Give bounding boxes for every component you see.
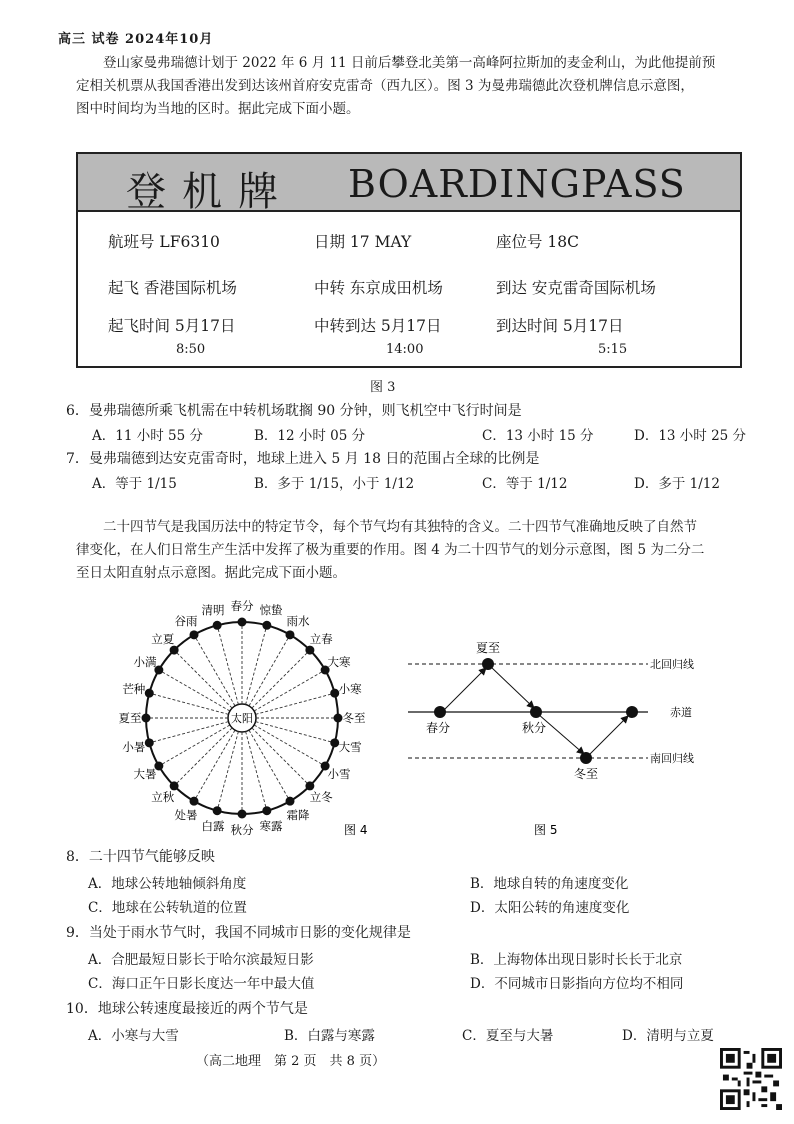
solar-term-label: 立冬	[309, 790, 333, 805]
q8-option-d: D．太阳公转的角速度变化	[470, 900, 630, 916]
label-winter-solstice: 冬至	[574, 767, 599, 781]
earth-position-dot	[190, 630, 199, 639]
departure-time-label: 起飞时间 5月17日	[108, 317, 236, 335]
boarding-pass-header	[78, 154, 740, 215]
earth-position-dot	[238, 618, 247, 627]
next-spring-equinox-point	[626, 706, 638, 718]
boarding-pass	[76, 152, 742, 368]
intro-1-line-3: 图中时间均为当地的区时。据此完成下面小题。	[76, 101, 360, 117]
seat-number: 座位号 18C	[496, 233, 580, 251]
q10-option-a: A．小寒与大雪	[88, 1028, 179, 1044]
q10-option-b: B．白露与寒露	[284, 1028, 375, 1044]
solar-term-label: 处暑	[174, 807, 198, 822]
winter-solstice-point	[580, 752, 592, 764]
label-tropic-of-cancer: 北回归线	[650, 658, 694, 671]
solar-term-label: 立夏	[151, 631, 175, 646]
earth-position-dot	[213, 621, 222, 630]
q7-option-b: B．多于 1/15，小于 1/12	[254, 476, 415, 492]
arrow-winter-spring	[588, 716, 628, 756]
q8-option-c: C．地球在公转轨道的位置	[88, 900, 247, 916]
solar-term-label: 芒种	[122, 682, 146, 697]
intro-paragraph-2	[76, 516, 736, 585]
q6-option-b: B．12 小时 05 分	[254, 428, 366, 444]
departure-time: 8:50	[176, 342, 206, 357]
q7-option-a: A．等于 1/15	[92, 476, 177, 492]
orbit-spoke	[252, 650, 310, 708]
flight-number: 航班号 LF6310	[108, 233, 220, 251]
earth-position-dot	[262, 621, 271, 630]
figure-4-solar-terms	[100, 590, 390, 846]
spring-equinox-point	[434, 706, 446, 718]
solar-term-label: 惊蛰	[259, 602, 283, 617]
label-summer-solstice: 夏至	[476, 641, 501, 655]
q9-option-d: D．不同城市日影指向方位均不相同	[470, 976, 684, 992]
solar-term-label: 小雪	[327, 767, 351, 781]
q10-option-d: D．清明与立夏	[622, 1028, 714, 1044]
figure-4-caption: 图 4	[344, 823, 368, 837]
boarding-pass-title-cn: 登机牌	[126, 169, 294, 215]
orbit-spoke	[174, 650, 232, 708]
intro-paragraph-1	[76, 52, 736, 121]
solar-term-label: 小寒	[338, 682, 362, 697]
figure-5-caption: 图 5	[534, 823, 558, 837]
sun-label: 太阳	[231, 712, 253, 725]
label-autumn-equinox: 秋分	[522, 721, 547, 735]
earth-position-dot	[238, 810, 247, 819]
arrow-spring-summer	[442, 668, 486, 712]
earth-position-dot	[305, 781, 314, 790]
q6-option-d: D．13 小时 25 分	[634, 428, 747, 444]
q6-option-a: A．11 小时 55 分	[92, 428, 203, 444]
question-10-stem: 10．地球公转速度最接近的两个节气是	[66, 1001, 308, 1017]
intro-2-line-3: 至日太阳直射点示意图。据此完成下面小题。	[76, 565, 346, 581]
figure-5-subsolar-point	[408, 630, 694, 850]
earth-position-dot	[334, 714, 343, 723]
label-tropic-of-capricorn: 南回归线	[650, 752, 694, 765]
solar-term-label: 小满	[133, 655, 157, 669]
earth-position-dot	[145, 689, 154, 698]
q6-option-c: C．13 小时 15 分	[482, 428, 594, 444]
intro-2-line-1: 二十四节气是我国历法中的特定节令，每个节气均有其独特的含义。二十四节气准确地反映了自然节	[103, 519, 697, 535]
solar-term-label: 立秋	[151, 790, 175, 805]
q10-option-c: C．夏至与大暑	[462, 1028, 554, 1044]
exam-header: 高三 试卷 2024年10月	[58, 32, 214, 47]
label-equator: 赤道	[670, 706, 692, 719]
arrival-time: 5:15	[598, 342, 628, 357]
solar-term-label: 雨水	[286, 614, 310, 629]
summer-solstice-point	[482, 658, 494, 670]
q9-option-a: A．合肥最短日影长于哈尔滨最短日影	[88, 952, 314, 968]
earth-position-dot	[170, 646, 179, 655]
earth-position-dot	[286, 797, 295, 806]
question-7-stem: 7．曼弗瑞德到达安克雷奇时，地球上进入 5 月 18 日的范围占全球的比例是	[66, 451, 540, 467]
solar-term-label: 大暑	[133, 767, 157, 781]
qr-code-icon	[720, 1048, 782, 1110]
earth-position-dot	[142, 714, 151, 723]
q7-option-c: C．等于 1/12	[482, 476, 568, 492]
orbit-spoke	[174, 728, 232, 786]
earth-position-dot	[145, 738, 154, 747]
earth-position-dot	[213, 806, 222, 815]
earth-position-dot	[305, 646, 314, 655]
question-9-stem: 9．当处于雨水节气时，我国不同城市日影的变化规律是	[66, 925, 411, 941]
q7-option-d: D．多于 1/12	[634, 476, 720, 492]
solar-terms-wheel	[119, 599, 366, 837]
departure-airport: 起飞 香港国际机场	[108, 279, 237, 297]
solar-term-label: 大寒	[327, 655, 351, 669]
intro-1-line-1: 登山家曼弗瑞德计划于 2022 年 6 月 11 日前后攀登北美第一高峰阿拉斯加的麦金利山，为此他提前预	[103, 55, 716, 71]
q9-option-b: B．上海物体出现日影时长长于北京	[470, 952, 683, 968]
earth-position-dot	[170, 781, 179, 790]
intro-1-line-2: 定相关机票从我国香港出发到达该州首府安克雷奇（西九区）。图 3 为曼弗瑞德此次登机牌信息示意图，	[76, 78, 694, 94]
solar-term-label: 小暑	[122, 739, 146, 754]
solar-term-label: 白露	[201, 819, 225, 834]
q8-option-a: A．地球公转地轴倾斜角度	[88, 876, 247, 892]
flight-date: 日期 17 MAY	[314, 233, 412, 251]
transfer-airport: 中转 东京成田机场	[314, 279, 443, 297]
solar-term-label: 大雪	[338, 739, 362, 754]
solar-term-label: 寒露	[259, 819, 283, 834]
boarding-pass-title-en: BOARDINGPASS	[348, 162, 686, 206]
solar-term-label: 冬至	[342, 711, 366, 725]
label-spring-equinox: 春分	[426, 721, 451, 735]
earth-position-dot	[190, 797, 199, 806]
transfer-time: 14:00	[386, 342, 424, 357]
question-6-stem: 6．曼弗瑞德所乘飞机需在中转机场耽搁 90 分钟，则飞机空中飞行时间是	[66, 403, 522, 419]
page-footer: （高二地理 第 2 页 共 8 页）	[196, 1054, 386, 1069]
solar-term-label: 清明	[201, 602, 225, 617]
transfer-time-label: 中转到达 5月17日	[314, 317, 442, 335]
solar-term-label: 春分	[230, 599, 254, 613]
intro-2-line-2: 律变化，在人们日常生产生活中发挥了极为重要的作用。图 4 为二十四节气的划分示意图，图 5 为二分二	[76, 542, 705, 558]
autumn-equinox-point	[530, 706, 542, 718]
earth-position-dot	[262, 806, 271, 815]
solar-term-label: 立春	[309, 631, 333, 646]
q8-option-b: B．地球自转的角速度变化	[470, 876, 629, 892]
figure-3-caption: 图 3	[370, 380, 396, 395]
question-8-stem: 8．二十四节气能够反映	[66, 849, 215, 865]
arrow-summer-autumn	[490, 666, 534, 708]
orbit-spoke	[252, 728, 310, 786]
arrival-airport: 到达 安克雷奇国际机场	[496, 279, 656, 297]
solar-term-label: 夏至	[118, 711, 142, 725]
solar-term-label: 秋分	[230, 823, 254, 837]
earth-position-dot	[286, 630, 295, 639]
arrival-time-label: 到达时间 5月17日	[496, 317, 624, 335]
solar-term-label: 谷雨	[174, 614, 198, 629]
q9-option-c: C．海口正午日影长度达一年中最大值	[88, 976, 315, 992]
solar-term-label: 霜降	[286, 807, 310, 822]
